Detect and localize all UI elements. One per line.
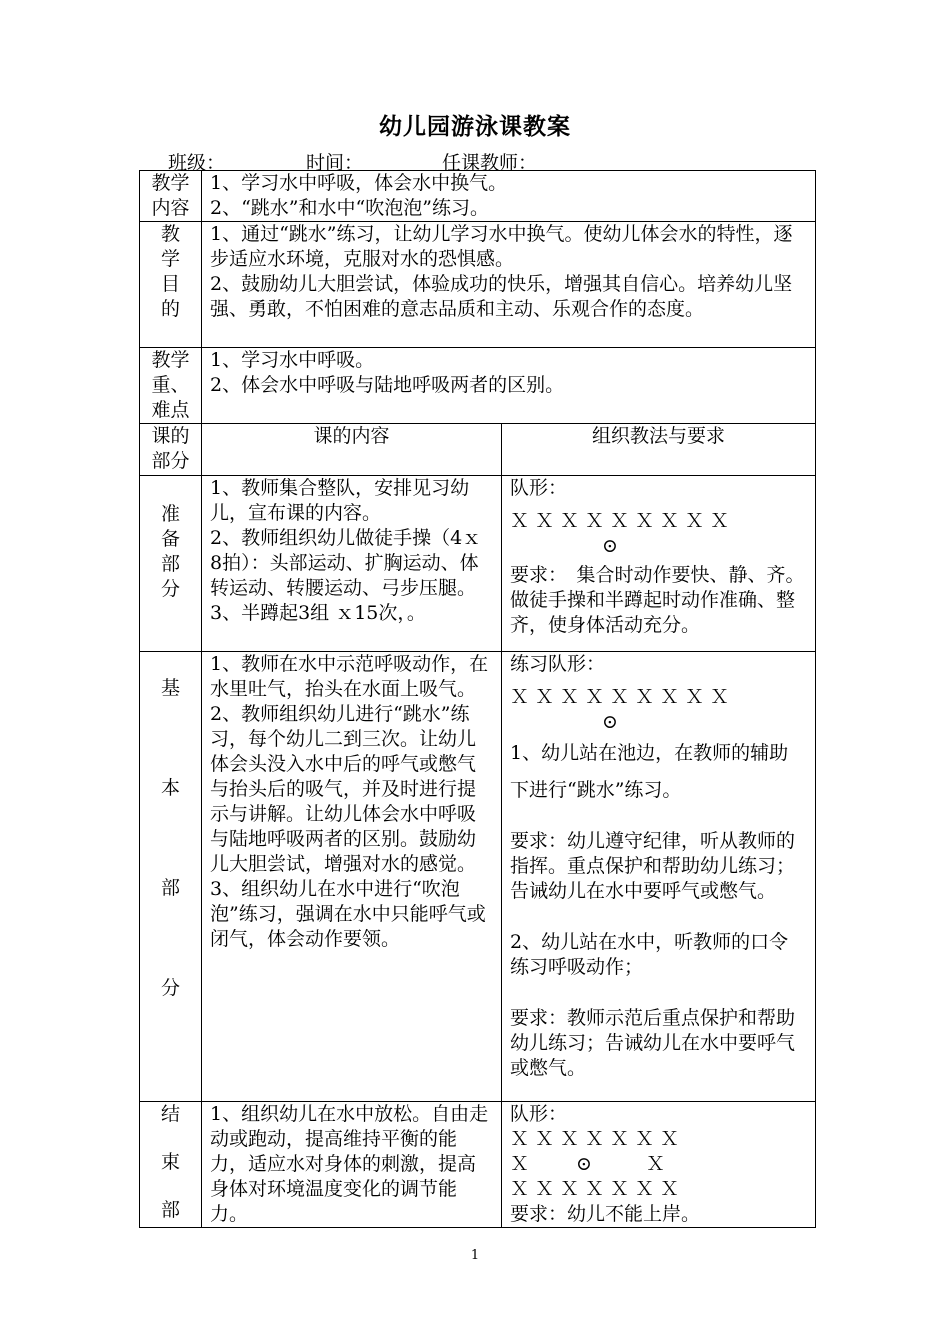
end-formation-row-1: ＸＸＸＸＸＸＸ [510,1128,686,1150]
header-method: 组织教法与要求 [502,424,816,476]
teacher-position-icon: ⊙ [576,1153,592,1175]
label-basic-section [140,652,202,1102]
end-content: 1、组织幼儿在水中放松。自由走动或跑动，提高维持平衡的能力，适应水对身体的刺激，提高身体对环境温度变化的调节能力。 [202,1102,502,1228]
basic-label-char: 分 [160,977,180,999]
page-number: 1 [470,1248,480,1263]
end-row2-right: Ｘ [646,1153,666,1175]
basic-method [502,652,816,1102]
teacher-position-icon: ⊙ [602,535,618,557]
prep-formation-row: ＸＸＸＸＸＸＸＸＸ [510,510,736,532]
basic-content: 1、教师在水中示范呼吸动作，在水里吐气，抬头在水面上吸气。 2、教师组织幼儿进行“跳水”练习，每个幼儿二到三次。让幼儿体会头没入水中后的呼气或憋气与抬头后的吸气，并及时进行提示与讲解。让幼儿体会水中呼吸与陆地呼吸两者的区别。鼓励幼儿大胆尝试，增强对水的感觉。 3、组织幼儿在水中进行“吹泡泡”练习，强调在水中只能呼气或闭气，体会动作要领。 [202,652,502,1102]
teaching-goals-text: 1、通过“跳水”练习，让幼儿学习水中换气。使幼儿体会水的特性，逐步适应水环境，克服对水的恐惧感。 2、鼓励幼儿大胆尝试，体验成功的快乐，增强其自信心。培养幼儿坚强、勇敢，不怕困难的意志品质和主动、乐观合作的态度。 [202,222,816,348]
basic-requirement-1: 要求：幼儿遵守纪律，听从教师的指挥。重点保护和帮助幼儿练习；告诫幼儿在水中要呼气或憋气。 [510,830,796,902]
prep-content: 1、教师集合整队，安排见习幼儿，宣布课的内容。 2、教师组织幼儿做徒手操（4ｘ8拍）：头部运动、扩胸运动、体转运动、转腰运动、弓步压腿。 3、半蹲起3组 ｘ15次，。 [202,476,502,652]
end-method [502,1102,816,1228]
end-label-char: 部 [160,1199,180,1221]
key-points-text: 1、学习水中呼吸。 2、体会水中呼吸与陆地呼吸两者的区别。 [202,348,816,424]
label-prep-section: 准 备 部 分 [140,476,202,652]
label-teaching-goals: 教 学 目 的 [140,222,202,348]
lesson-plan-table [139,170,816,1228]
end-requirement: 要求：幼儿不能上岸。 [510,1203,701,1225]
basic-label-char: 部 [160,877,180,899]
basic-formation-row: ＸＸＸＸＸＸＸＸＸ [510,686,736,708]
basic-label-char: 基 [160,677,180,699]
basic-requirement-2: 要求：教师示范后重点保护和帮助幼儿练习；告诫幼儿在水中要呼气或憋气。 [510,1007,796,1079]
teacher-label: 任课教师： [442,152,538,174]
time-label: 时间： [306,152,364,174]
header-content: 课的内容 [202,424,502,476]
basic-step-1: 1、幼儿站在池边，在教师的辅助下进行“跳水”练习。 [510,742,789,801]
header-meta [0,148,950,172]
row-teaching-goals [140,222,816,348]
row-section-header [140,424,816,476]
prep-method [502,476,816,652]
prep-formation-label: 队形： [510,477,568,499]
end-formation-row-3: ＸＸＸＸＸＸＸ [510,1178,686,1200]
basic-label-char: 本 [160,777,180,799]
end-formation-row-2 [510,1152,807,1177]
teacher-position-icon: ⊙ [602,711,618,733]
row-prep-section [140,476,816,652]
row-key-points [140,348,816,424]
row-end-section [140,1102,816,1228]
row-basic-section [140,652,816,1102]
basic-formation-label: 练习队形： [510,653,606,675]
label-teaching-content: 教学 内容 [140,171,202,222]
class-label: 班级： [168,152,226,174]
end-label-char: 结 [160,1103,180,1125]
basic-step-2: 2、幼儿站在水中，听教师的口令练习呼吸动作； [510,931,789,978]
end-label-char: 束 [160,1151,180,1173]
label-key-points: 教学 重、 难点 [140,348,202,424]
page-title: 幼儿园游泳课教案 [379,113,571,140]
header-part: 课的 部分 [140,424,202,476]
label-end-section [140,1102,202,1228]
row-teaching-content [140,171,816,222]
end-row2-left: Ｘ [510,1153,530,1175]
teaching-content-text: 1、学习水中呼吸，体会水中换气。 2、“跳水”和水中“吹泡泡”练习。 [202,171,816,222]
prep-requirement: 要求： 集合时动作要快、静、齐。 做徒手操和半蹲起时动作准确、整齐，使身体活动充分。 [510,564,811,636]
end-formation-label: 队形： [510,1103,568,1125]
